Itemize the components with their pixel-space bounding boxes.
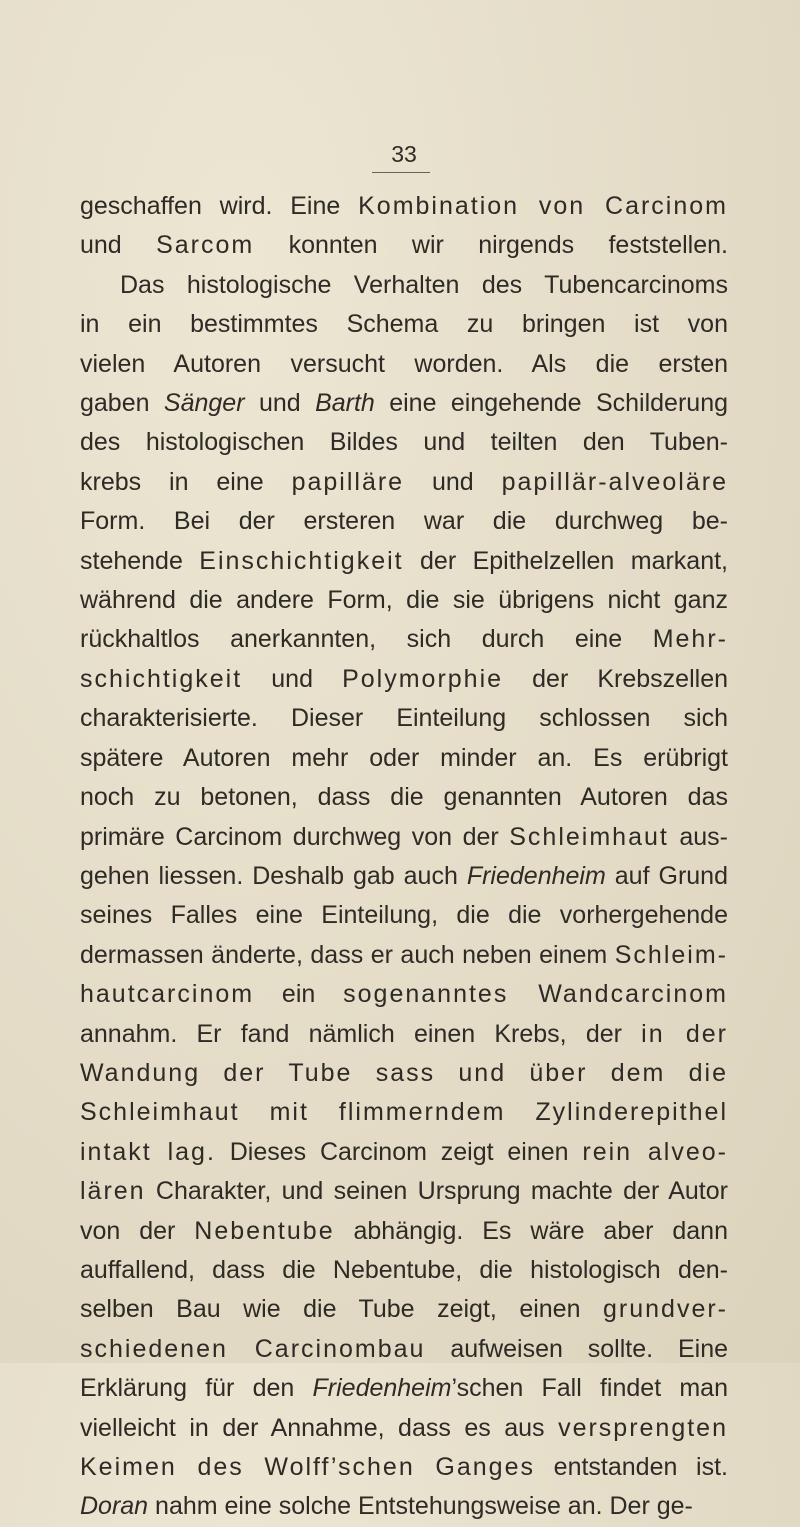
- spaced-emphasis: schichtigkeit: [80, 664, 243, 693]
- spaced-emphasis: Einschichtigkeit: [199, 546, 404, 575]
- text-segment: spätere Autoren mehr oder minder an. Es erübrigt: [80, 743, 728, 772]
- text-line: [80, 857, 728, 896]
- text-segment: krebs in eine: [80, 467, 292, 496]
- text-line: [80, 1369, 728, 1408]
- text-segment: der Krebszellen: [503, 664, 729, 693]
- text-segment: rückhaltlos anerkannten, sich durch eine: [80, 625, 653, 654]
- text-segment: auffallend, dass die Nebentube, die histologisch den-: [80, 1255, 728, 1284]
- text-segment: geschaffen wird. Eine: [80, 192, 359, 220]
- spaced-emphasis: grundver-: [603, 1295, 728, 1324]
- text-line: [80, 1015, 728, 1054]
- text-line: [80, 1093, 728, 1132]
- spaced-emphasis: Wandung der Tube sass und über dem die: [80, 1058, 728, 1087]
- text-segment: Form. Bei der ersteren war die durchweg be-: [80, 507, 728, 536]
- text-line: [80, 1448, 728, 1487]
- text-line: [80, 226, 728, 265]
- italic-name: Barth: [315, 389, 375, 418]
- text-line: [80, 620, 728, 659]
- text-segment: Erklärung für den: [80, 1374, 313, 1403]
- text-line: [80, 699, 728, 738]
- text-line: [80, 502, 728, 541]
- spaced-emphasis: papilläre: [291, 467, 405, 496]
- text-segment: Dieses Carcinom zeigt einen: [215, 1137, 583, 1166]
- text-segment: während die andere Form, die sie übrigens nicht ganz: [80, 586, 728, 615]
- text-line: [80, 345, 728, 384]
- italic-name: Sänger: [163, 389, 245, 418]
- spaced-emphasis: papillär-alveoläre: [501, 467, 728, 496]
- text-line: [80, 187, 728, 226]
- text-segment: ein: [254, 980, 344, 1009]
- text-segment: und: [80, 231, 157, 260]
- spaced-emphasis: schiedenen Carcinombau: [80, 1334, 426, 1363]
- spaced-emphasis: intakt lag.: [80, 1137, 216, 1166]
- text-segment: und: [242, 664, 343, 693]
- text-line: [80, 1133, 728, 1172]
- body-text: [80, 187, 728, 1527]
- text-segment: selben Bau wie die Tube zeigt, einen: [80, 1295, 603, 1324]
- spaced-emphasis: rein alveo-: [582, 1137, 728, 1166]
- text-segment: konnten wir nirgends feststellen.: [254, 231, 728, 260]
- text-segment: ’schen Fall findet man: [451, 1374, 728, 1403]
- text-segment: vielleicht in der Annahme, dass es aus: [80, 1413, 559, 1442]
- text-line: [80, 384, 728, 423]
- text-segment: annahm. Er fand nämlich einen Krebs, der: [80, 1019, 642, 1048]
- text-line: [80, 1487, 728, 1526]
- text-line: [80, 896, 728, 935]
- text-line: [80, 305, 728, 344]
- spaced-emphasis: lären: [80, 1177, 146, 1206]
- text-line: [80, 581, 728, 620]
- text-segment: aus-: [668, 822, 728, 851]
- text-line: [80, 1330, 728, 1369]
- text-line: [80, 739, 728, 778]
- spaced-emphasis: in der: [641, 1019, 728, 1048]
- text-line: [80, 266, 728, 305]
- spaced-emphasis: Polymorphie: [342, 664, 504, 693]
- text-segment: von der: [80, 1216, 195, 1245]
- text-line: [80, 463, 728, 502]
- spaced-emphasis: Schleimhaut: [509, 822, 669, 851]
- text-segment: in ein bestimmtes Schema zu bringen ist von: [80, 310, 728, 339]
- page-number: 33: [391, 141, 417, 167]
- text-segment: charakterisierte. Dieser Einteilung schlossen sich: [80, 704, 728, 733]
- spaced-emphasis: Kombination von Carcinom: [358, 192, 728, 220]
- text-line: [80, 1251, 728, 1290]
- spaced-emphasis: Schleim-: [614, 940, 728, 969]
- text-line: [80, 542, 728, 581]
- text-segment: abhängig. Es wäre aber dann: [334, 1216, 728, 1245]
- italic-name: Friedenheim: [312, 1374, 452, 1403]
- spaced-emphasis: Sarcom: [156, 231, 255, 260]
- text-line: [80, 660, 728, 699]
- text-segment: dermassen änderte, dass er auch neben einem: [80, 940, 615, 969]
- text-segment: nahm eine solche Entstehungsweise an. Der ge-: [148, 1492, 693, 1521]
- text-segment: gaben: [80, 389, 164, 418]
- text-segment: primäre Carcinom durchweg von der: [80, 822, 510, 851]
- text-line: [80, 778, 728, 817]
- text-segment: entstanden ist.: [534, 1453, 729, 1481]
- text-segment: eine eingehende Schilderung: [374, 389, 729, 418]
- text-segment: gehen liessen. Deshalb gab auch: [80, 861, 467, 890]
- text-segment: seines Falles eine Einteilung, die die vorhergehende: [80, 901, 728, 930]
- text-line: [80, 975, 728, 1014]
- text-line: [80, 818, 728, 857]
- text-line: [80, 1054, 728, 1093]
- italic-name: Friedenheim: [466, 861, 606, 890]
- text-segment: der Epithelzellen markant,: [403, 546, 728, 575]
- spaced-emphasis: Keimen des Wolff’schen Ganges: [80, 1453, 535, 1481]
- page-number-rule: [372, 172, 430, 173]
- spaced-emphasis: Nebentube: [194, 1216, 335, 1245]
- italic-name: Doran: [80, 1492, 149, 1521]
- text-segment: Das histologische Verhalten des Tubencarcinoms: [120, 270, 728, 299]
- text-line: [80, 936, 728, 975]
- text-line: [80, 1409, 728, 1448]
- text-line: [80, 1212, 728, 1251]
- text-segment: des histologischen Bildes und teilten den Tuben-: [80, 428, 728, 457]
- text-line: [80, 1172, 728, 1211]
- spaced-emphasis: hautcarcinom: [80, 980, 255, 1009]
- text-segment: und: [404, 467, 502, 496]
- text-segment: und: [244, 389, 316, 418]
- text-segment: vielen Autoren versucht worden. Als die ersten: [80, 349, 728, 378]
- text-segment: Charakter, und seinen Ursprung machte der Autor: [145, 1177, 728, 1206]
- text-segment: aufweisen sollte. Eine: [425, 1334, 728, 1363]
- spaced-emphasis: sogenanntes Wandcarcinom: [343, 980, 728, 1009]
- text-segment: stehende: [80, 546, 200, 575]
- text-line: [80, 1290, 728, 1329]
- text-line: [80, 423, 728, 462]
- text-segment: auf Grund: [605, 861, 728, 890]
- spaced-emphasis: Mehr-: [652, 625, 728, 654]
- text-segment: noch zu betonen, dass die genannten Autoren das: [80, 783, 728, 812]
- spaced-emphasis: Schleimhaut mit flimmerndem Zylinderepithel: [80, 1098, 728, 1127]
- spaced-emphasis: versprengten: [558, 1413, 728, 1442]
